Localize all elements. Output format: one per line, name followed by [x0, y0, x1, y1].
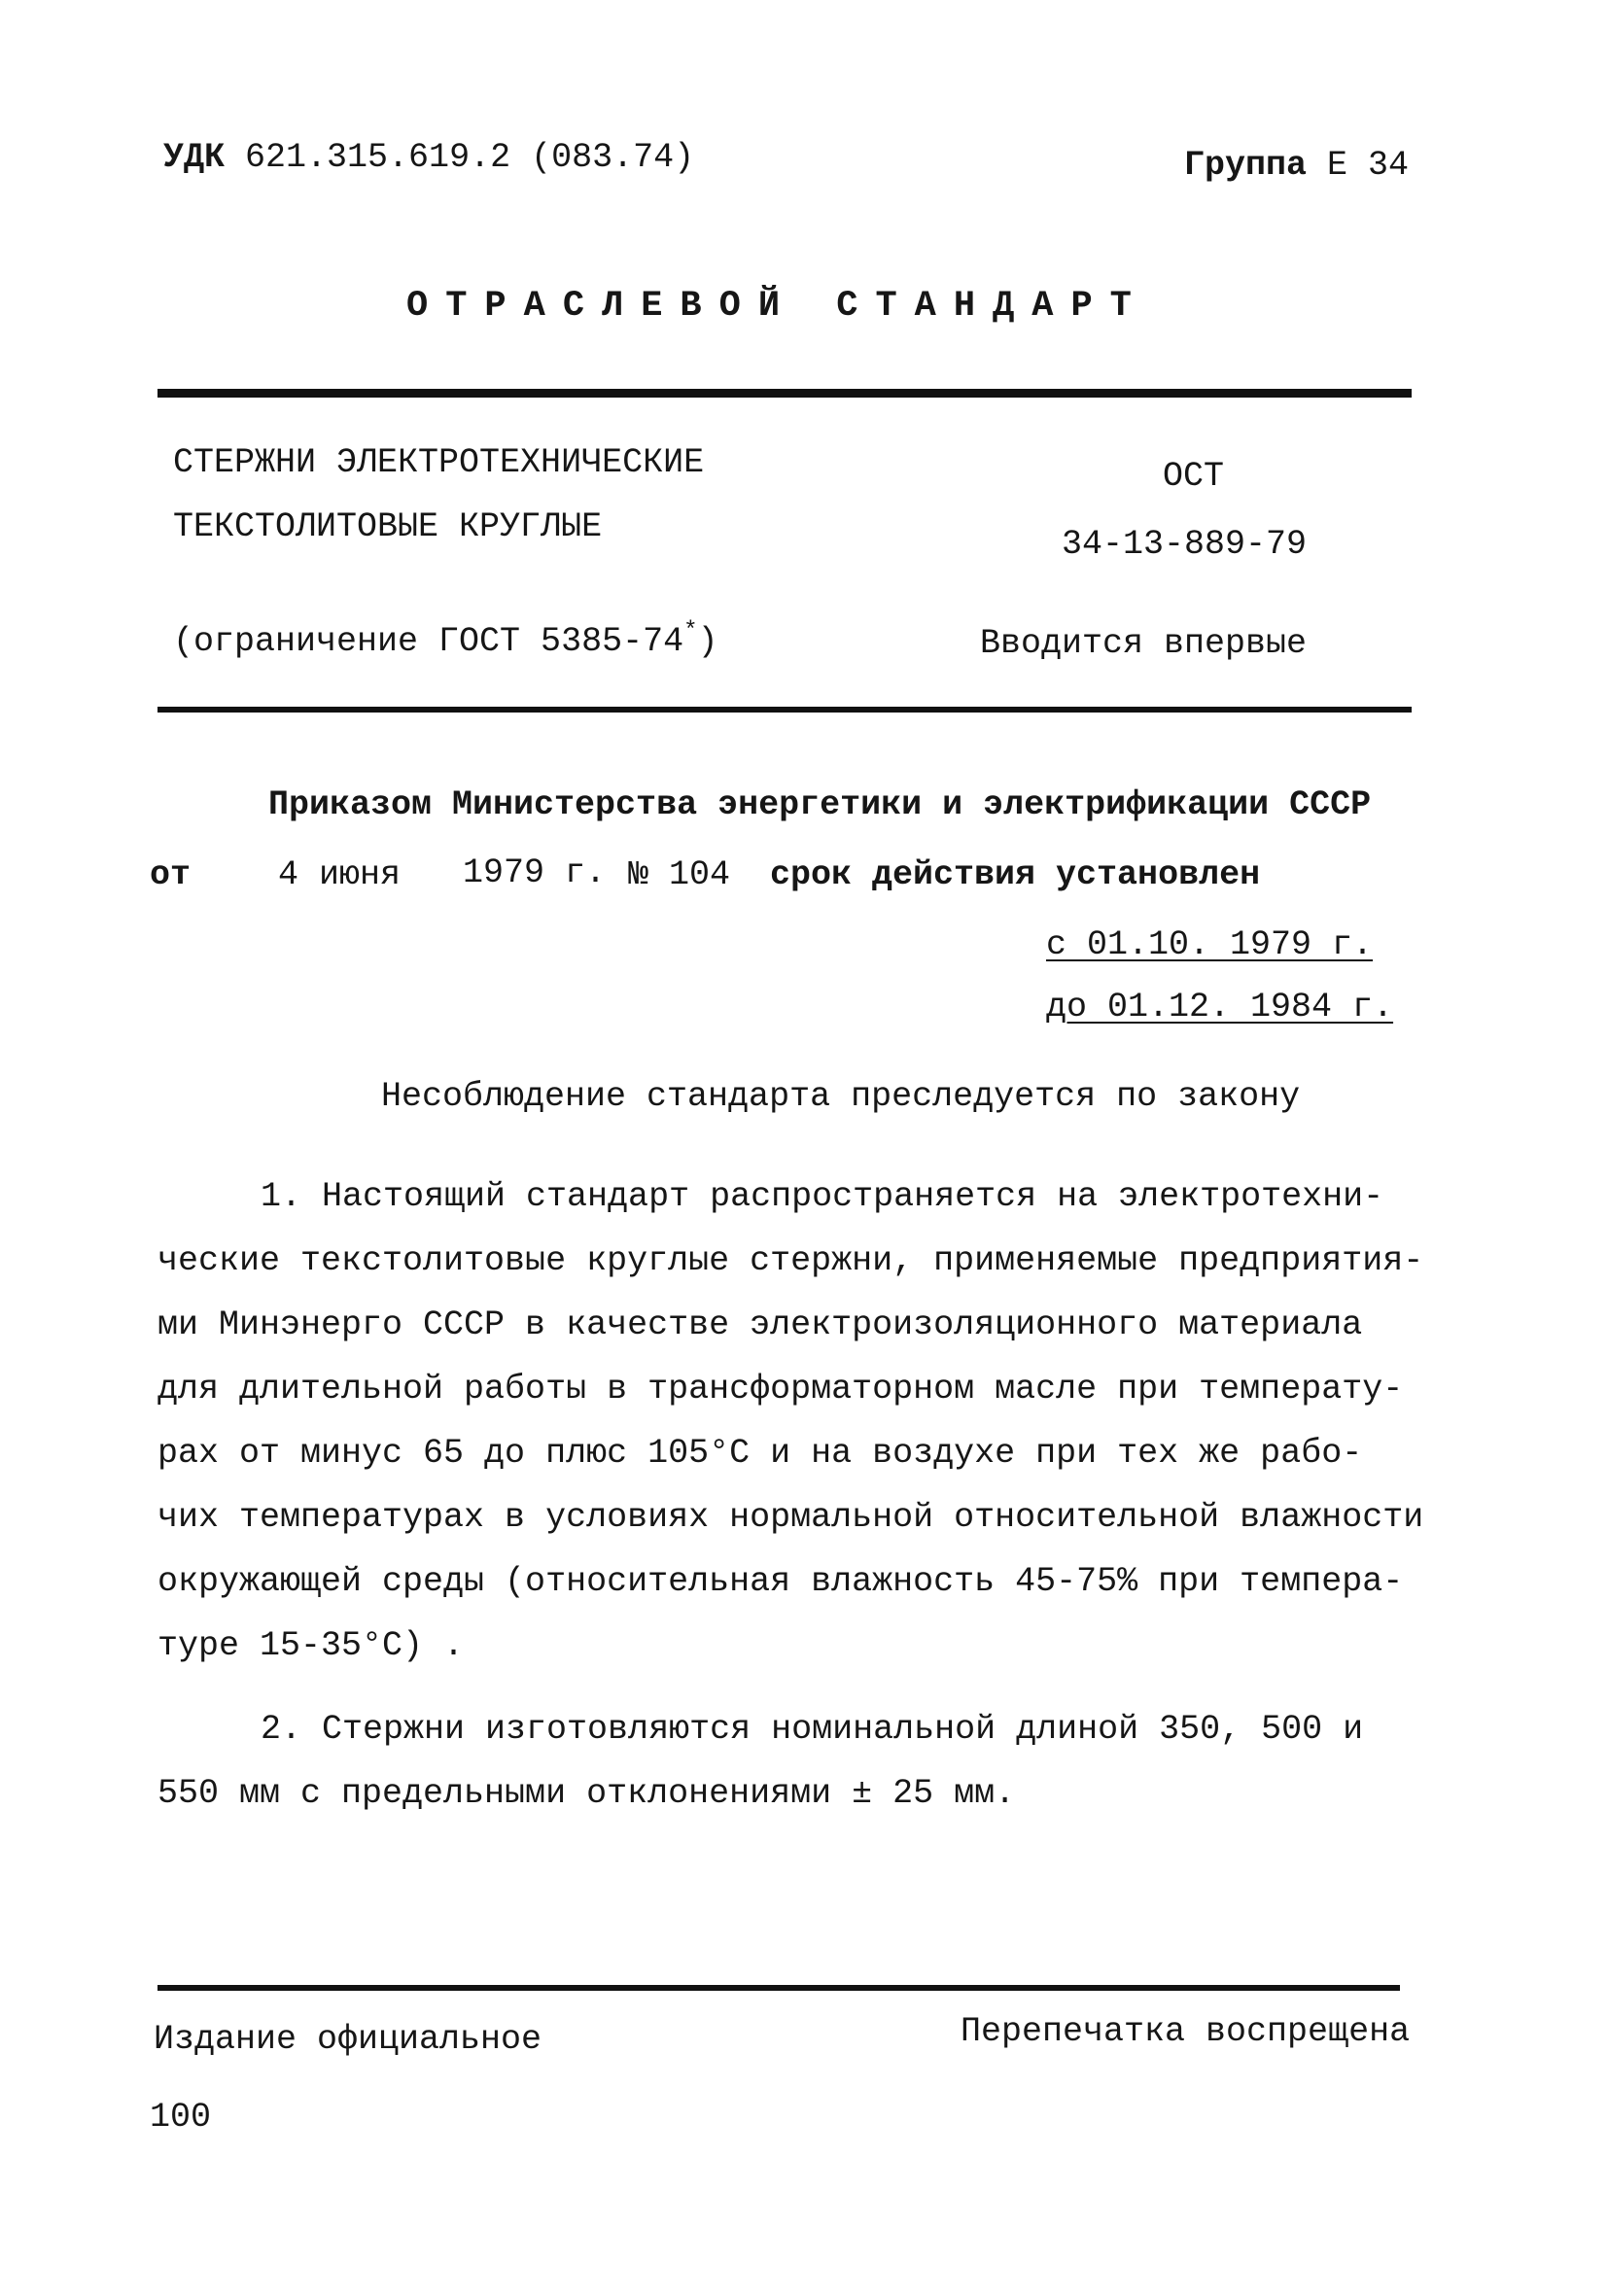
group-line: [1184, 146, 1409, 185]
paragraph-line: рах от минус 65 до плюс 105°C и на воздухе при тех же рабо-: [157, 1434, 1363, 1473]
standard-title-line2: ТЕКСТОЛИТОВЫЕ КРУГЛЫЕ: [173, 507, 603, 546]
footer-rule: [157, 1985, 1400, 1991]
paragraph-2: [157, 1697, 1421, 1826]
edition-note: Издание официальное: [154, 2020, 542, 2059]
ost-label: ОСТ: [1163, 457, 1225, 496]
paragraph-line: ми Минэнерго СССР в качестве электроизоляционного материала: [157, 1305, 1363, 1344]
mid-rule: [157, 707, 1412, 713]
legal-notice: Несоблюдение стандарта преследуется по закону: [381, 1077, 1301, 1116]
paragraph-line: туре 15-35°С) .: [157, 1626, 465, 1665]
reprint-note: Перепечатка воспрещена: [961, 2012, 1411, 2051]
order-line: Приказом Министерства энергетики и электрификации СССР: [268, 785, 1372, 824]
paragraph-line: 1. Настоящий стандарт распространяется на электротехни-: [261, 1177, 1384, 1216]
paragraph-1: [157, 1165, 1424, 1678]
order-year: 1979 г.: [463, 853, 607, 892]
ost-number: 34-13-889-79: [1062, 525, 1308, 564]
valid-to-date: до 01.12. 1984 г.: [1046, 988, 1394, 1026]
valid-from-date: с 01.10. 1979 г.: [1046, 925, 1374, 964]
order-from-label: от: [150, 855, 192, 894]
order-date: 4 июня: [278, 855, 402, 894]
order-number: № 104: [628, 855, 731, 894]
udk-prefix: УДК: [163, 138, 226, 177]
validity-label: срок действия установлен: [770, 855, 1261, 894]
restriction-close: ): [697, 622, 718, 661]
udk-line: [163, 138, 694, 177]
page-number: 100: [150, 2098, 212, 2137]
standard-title-line1: СТЕРЖНИ ЭЛЕКТРОТЕХНИЧЕСКИЕ: [173, 443, 705, 482]
paragraph-line: чих температурах в условиях нормальной относительной влажности: [157, 1498, 1424, 1537]
restriction-sup: *: [683, 618, 698, 644]
paragraph-line: для длительной работы в трансформаторном масле при температу-: [157, 1370, 1404, 1409]
restriction-note: [173, 618, 718, 661]
paragraph-line: окружающей среды (относительная влажность 45-75% при темпера-: [157, 1562, 1404, 1601]
document-type-title: ОТРАСЛЕВОЙ СТАНДАРТ: [406, 286, 1149, 327]
paragraph-line: ческие текстолитовые круглые стержни, применяемые предприятия-: [157, 1241, 1424, 1280]
paragraph-line: 2. Стержни изготовляются номинальной длиной 350, 500 и: [261, 1710, 1364, 1749]
restriction-text: (ограничение ГОСТ 5385-74: [173, 622, 684, 661]
intro-note: Вводится впервые: [980, 624, 1308, 663]
paragraph-line: 550 мм с предельными отклонениями ± 25 мм.: [157, 1774, 1016, 1813]
group-code: Е 34: [1327, 146, 1410, 185]
group-label: Группа: [1184, 146, 1308, 185]
top-thick-rule: [157, 389, 1412, 398]
udk-code: 621.315.619.2 (083.74): [245, 138, 695, 177]
